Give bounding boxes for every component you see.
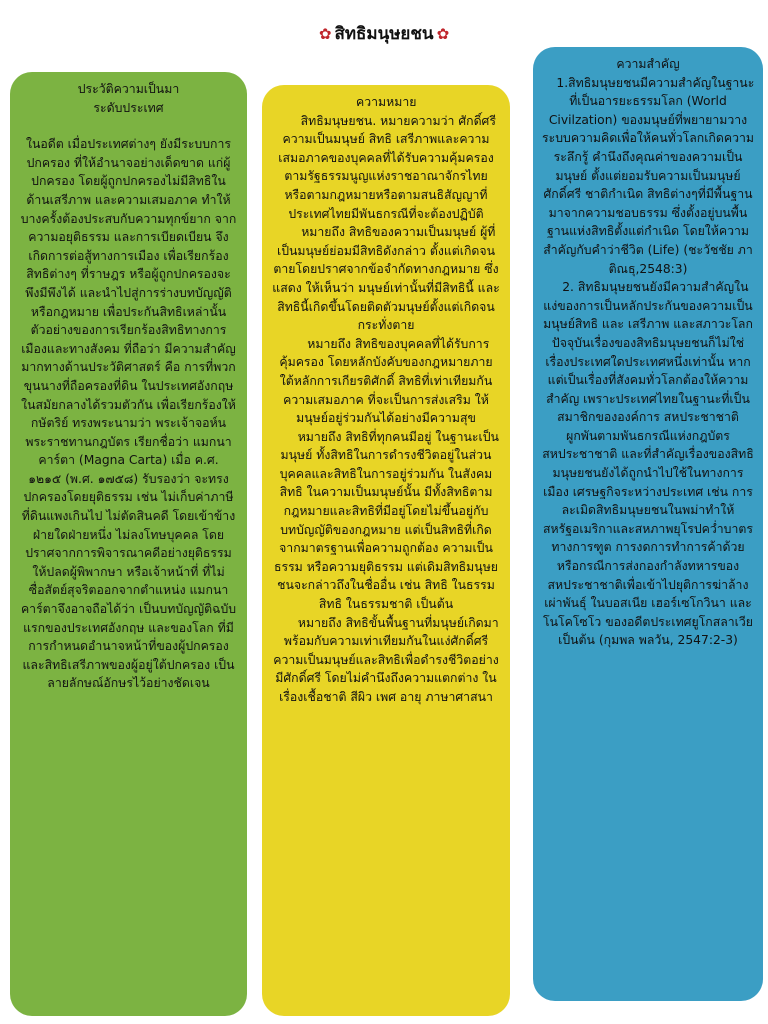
history-paragraph: ในอดีต เมื่อประเทศต่างๆ ยังมีระบบการปกครอง ที่ให้อำนาจอย่างเด็ดขาด แก่ผู้ปกครอง โดยผู้ถูกปกครองไม่มีสิทธิในด้านเสรีภาพ และความเสมอภาค ทำให้บางครั้งต้องประสบกับความทุกข์ยาก จากความอยุติธรรม และการเบียดเบียน จึงเกิดการต่อสู้ทางการเมือง เพื่อเรียกร้องสิทธิต่างๆ ที่ราษฎร หรือผู้ถูกปกครองจะพึงมีพึงได้ และนำไปสู่การร่างบทบัญญัติ หรือกฎหมาย เพื่อประกันสิทธิเหล่านั้น ตัวอย่างของการเรียกร้องสิทธิทางการเมืองและทางสังคม ที่ถือว่า มีความสำคัญมากทางด้านประวัติศาสตร์ คือ การที่พวกขุนนางที่ถือครองที่ดิน ในประเทศอังกฤษในสมัยกลางได้รวมตัวกัน เพื่อเรียกร้องให้กษัตริย์ ทรงพระนามว่า พระเจ้าจอห์น พระราชทานกฎบัตร เรียกชื่อว่า แมกนาคาร์ตา (Magna Carta) เมื่อ ค.ศ. ๑๒๑๕ (พ.ศ. ๑๗๕๘) รับรองว่า จะทรงปกครองโดยยุติธรรม เช่น ไม่เก็บค่าภาษีที่ดินแพงเกินไป ไม่ตัดสินคดี โดยเข้าข้างฝ่ายใดฝ่ายหนึ่ง ไม่ลงโทษบุคคล โดยปราศจากการพิจารณาคดีอย่างยุติธรรม ให้ปลดผู้พิพากษา หรือเจ้าหน้าที่ ที่ไม่ซื่อสัตย์สุจริตออกจากตำแหน่ง แมกนา คาร์ตาจึงอาจถือได้ว่า เป็นบทบัญญัติฉบับแรกของประเทศอังกฤษ และของโลก ที่มีการกำหนดอำนาจหน้าที่ของผู้ปกครองและสิทธิเสรีภาพของผู้อยู่ใต้ปกครอง เป็นลายลักษณ์อักษรไว้อย่างชัดเจน (20, 137, 237, 691)
meaning-card (262, 85, 510, 1016)
meaning-paragraph-2: หมายถึง สิทธิของความเป็นมนุษย์ ผู้ที่เป็นมนุษย์ย่อมมีสิทธิดังกล่าว ตั้งแต่เกิดจนตายโดยปราศจากข้อจำกัดทางกฎหมาย ซึ่งแสดง ให้เห็นว่า มนุษย์เท่านั้นที่มีสิทธินี้ และสิทธินี้เกิดขึ้นโดยติดตัวมนุษย์ตั้งแต่เกิดจนกระทั่งตาย (272, 225, 500, 333)
importance-paragraph-1: 1.สิทธิมนุษยชนมีความสำคัญในฐานะที่เป็นอารยะธรรมโลก (World Civilzation) ของมนุษย์ที่พยายามวางระบบความคิดเพื่อให้คนทั่วโลกเกิดความระลึกรู้ คำนึงถึงคุณค่าของความเป็นมนุษย์ ตั้งแต่ยอมรับความเป็นมนุษย์ ศักดิ์ศรี ชาติกำเนิด สิทธิต่างๆที่มีพื้นฐานมาจากความชอบธรรม ซึ่งตั้งอยู่บนพื้นฐานแห่งสิทธิตั้งแต่กำเนิด โดยให้ความสำคัญกับคำว่าชีวิต (Life) (ชะวัชชัย ภาติณธุ,2548:3) (542, 75, 755, 276)
meaning-heading: ความหมาย (356, 95, 417, 109)
rose-icon: ✿ (436, 25, 450, 43)
importance-card (533, 47, 763, 1001)
importance-paragraph-2: 2. สิทธิมนุษยชนยังมีความสำคัญในแง่ของการเป็นหลักประกันของความเป็นมนุษย์สิทธิ และ เสรีภาพ และสภาวะโลกปัจจุบันเรื่องของสิทธิมนุษยชนก็ไม่ใช่เรื่องประเทศใดประเทศหนึ่งเท่านั้น หากแต่เป็นเรื่องที่สังคมทั่วโลกต้องให้ความสำคัญ เพราะประเทศไทยในฐานะที่เป็นสมาชิกขององค์การ สหประชาชาติ ผูกพันตามพันธกรณีแห่งกฎบัตร สหประชาชาติ และที่สำคัญเรื่องของสิทธิมนุษยชนยังได้ถูกนำไปใช้ในทางการเมือง เศรษฐกิจระหว่างประเทศ เช่น การละเมิดสิทธิมนุษยชนในพม่าทำให้สหรัฐอเมริกาและสหภาพยุโรปคว่ำบาตรทางการฑูต การงดการทำการค้าด้วย หรือกรณีการส่งกองกำลังทหารของ สหประชาชาติเพื่อเข้าไปยุติการฆ่าล้างเผ่าพันธุ์ ในบอสเนีย เฮอร์เซโกวินา และ โนโคโซโว ของอดีตประเทศยูโกสลาเวีย เป็นต้น (กุมพล พลวัน, 2547:2-3) (542, 280, 754, 648)
rose-icon: ✿ (318, 25, 332, 43)
meaning-paragraph-1: สิทธิมนุษยชน. หมายความว่า ศักดิ์ศรีความเป็นมนุษย์ สิทธิ เสรีภาพและความเสมอภาคของบุคคลที่ได้รับความคุ้มครองตามรัฐธรรมนูญแห่งราชอาณาจักรไทย หรือตามกฎหมายหรือตามสนธิสัญญาที่ประเทศไทยมีพันธกรณีที่จะต้องปฏิบัติ (278, 113, 496, 221)
meaning-paragraph-3: หมายถึง สิทธิของบุคคลที่ได้รับการคุ้มครอง โดยหลักบังคับของกฎหมายภาย ใต้หลักการเกียรติศักดิ์ สิทธิที่เท่าเทียมกัน ความเสมอภาค ที่จะเป็นการส่งเสริม ให้มนุษย์อยู่ร่วมกันได้อย่างมีความสุข (279, 336, 493, 426)
history-card (10, 72, 247, 1016)
meaning-paragraph-4: หมายถึง สิทธิที่ทุกคนมีอยู่ ในฐานะเป็นมนุษย์ ทั้งสิทธิในการดำรงชีวิตอยู่ในส่วนบุคคลและสิทธิในการอยู่ร่วมกัน ในสังคม สิทธิ ในความเป็นมนุษย์นั้น มีทั้งสิทธิตามกฎหมายและสิทธิที่มีอยู่โดยไม่ขึ้นอยู่กับบทบัญญัติของกฎหมาย แต่เป็นสิทธิที่เกิดจากมาตรฐานเพื่อความถูกต้อง ความเป็นธรรม หรือความยุติธรรม แต่เดิมสิทธิมนุษยชนจะกล่าวถึงในชื่ออื่น เช่น สิทธิ ในธรรม สิทธิ ในธรรมชาติ เป็นต้น (273, 429, 499, 612)
history-heading: ประวัติความเป็นมา ระดับประเทศ (77, 82, 180, 115)
page-title-text: สิทธิมนุษยชน (334, 24, 434, 44)
importance-heading: ความสำคัญ (616, 57, 680, 71)
page-title (0, 20, 768, 47)
meaning-paragraph-5: หมายถึง สิทธิขั้นพื้นฐานที่มนุษย์เกิดมาพร้อมกับความเท่าเทียมกันในแง่ศักดิ์ศรีความเป็นมนุษย์และสิทธิเพื่อดำรงชีวิตอย่างมีศักดิ์ศรี โดยไม่คำนึงถึงความแตกต่าง ในเรื่องเชื้อชาติ สีผิว เพศ อายุ ภาษาศาสนา (273, 615, 499, 704)
